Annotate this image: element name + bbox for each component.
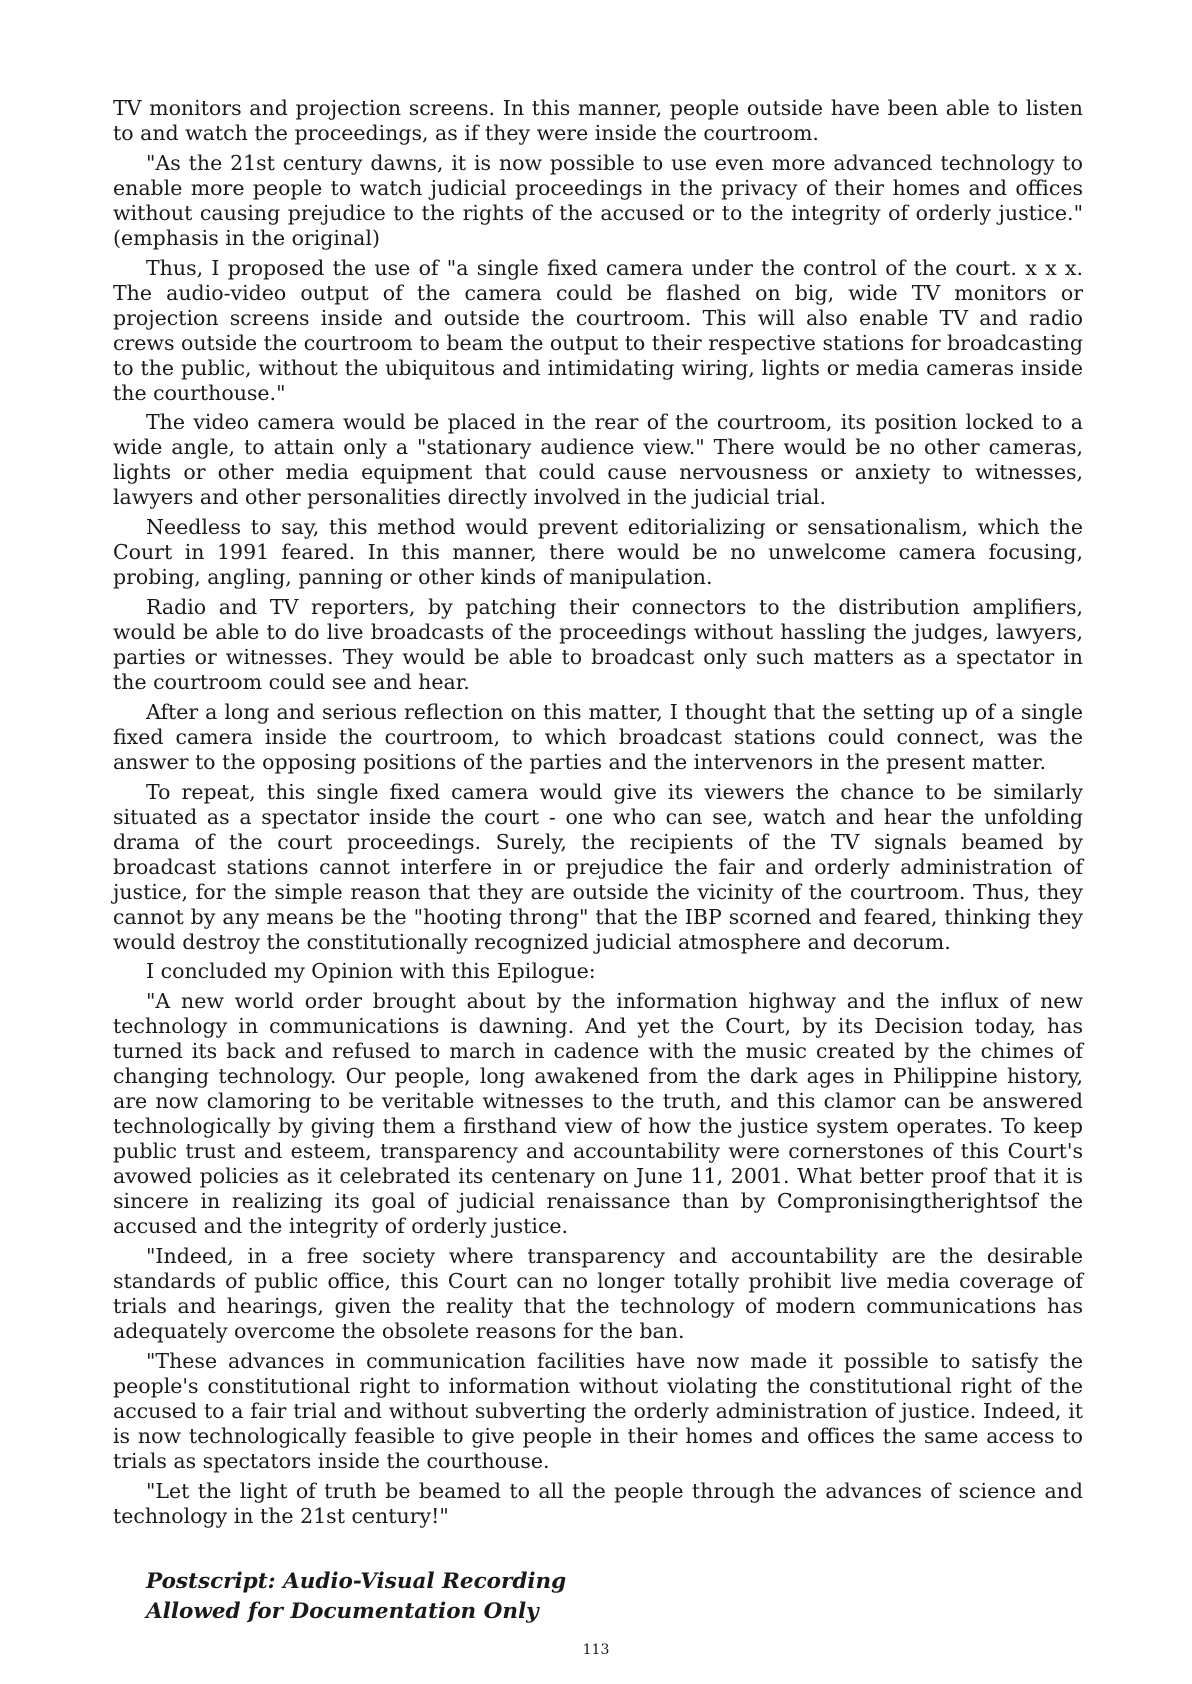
postscript-heading [113,1567,1083,1627]
postscript-heading-line-1: Postscript: Audio-Visual Recording [146,1568,567,1594]
postscript-heading-line-2: Allowed for Documentation Only [146,1598,539,1624]
paragraph: Radio and TV reporters, by patching their connectors to the distribution amplifiers, would be able to do live broadcasts of the proceedings without hassling the judges, lawyers, parties or witnesses. They would be able to broadcast only such matters as a spectator in the courtroom could see and hear. [113,594,1083,694]
paragraph: After a long and serious reflection on this matter, I thought that the setting up of a single fixed camera inside the courtroom, to which broadcast stations could connect, was the answer to the opposing positions of the parties and the intervenors in the present matter. [113,699,1083,774]
paragraph: "As the 21st century dawns, it is now possible to use even more advanced technology to enable more people to watch judicial proceedings in the privacy of their homes and offices without causing prejudice to the rights of the accused or to the integrity of orderly justice." (emphasis in the original) [113,150,1083,250]
paragraph: "These advances in communication facilities have now made it possible to satisfy the people's constitutional right to information without violating the constitutional right of the accused to a fair trial and without subverting the orderly administration of justice. Indeed, it is now technologically feasible to give people in their homes and offices the same access to trials as spectators inside the courthouse. [113,1348,1083,1473]
document-page [113,96,1083,1627]
paragraph: I concluded my Opinion with this Epilogue: [146,959,596,984]
paragraph: "Indeed, in a free society where transparency and accountability are the desirable standards of public office, this Court can no longer totally prohibit live media coverage of trials and hearings, given the reality that the technology of modern communications has adequately overcome the obsolete reasons for the ban. [113,1243,1083,1343]
paragraph: "A new world order brought about by the information highway and the influx of new technology in communications is dawning. And yet the Court, by its Decision today, has turned its back and refused to march in cadence with the music created by the chimes of changing technology. Our people, long awakened from the dark ages in Philippine history, are now clamoring to be veritable witnesses to the truth, and this clamor can be answered technologically by giving them a firsthand view of how the justice system operates. To keep public trust and esteem, transparency and accountability were cornerstones of this Court's avowed policies as it celebrated its centenary on June 11, 2001. What better proof that it is sincere in realizing its goal of judicial renaissance than by Compronisingtherightsof the accused and the integrity of orderly justice. [113,989,1083,1239]
paragraph: To repeat, this single fixed camera would give its viewers the chance to be similarly situated as a spectator inside the court - one who can see, watch and hear the unfolding drama of the court proceedings. Surely, the recipients of the TV signals beamed by broadcast stations cannot interfere in or prejudice the fair and orderly administration of justice, for the simple reason that they are outside the vicinity of the courtroom. Thus, they cannot by any means be the "hooting throng" that the IBP scorned and feared, thinking they would destroy the constitutionally recognized judicial atmosphere and decorum. [113,779,1083,954]
paragraph: Thus, I proposed the use of "a single fixed camera under the control of the court. x x x. The audio-video output of the camera could be flashed on big, wide TV monitors or projection screens inside and outside the courtroom. This will also enable TV and radio crews outside the courtroom to beam the output to their respective stations for broadcasting to the public, without the ubiquitous and intimidating wiring, lights or media cameras inside the courthouse." [113,255,1084,405]
paragraph: The video camera would be placed in the rear of the courtroom, its position locked to a wide angle, to attain only a "stationary audience view." There would be no other cameras, lights or other media equipment that could cause nervousness or anxiety to witnesses, lawyers and other personalities directly involved in the judicial trial. [113,410,1083,510]
page-number: 113 [582,1642,610,1658]
paragraph: TV monitors and projection screens. In this manner, people outside have been able to listen to and watch the proceedings, as if they were inside the courtroom. [113,96,1083,145]
paragraph: "Let the light of truth be beamed to all the people through the advances of science and technology in the 21st century!" [113,1478,1083,1528]
paragraph: Needless to say, this method would prevent editorializing or sensationalism, which the Court in 1991 feared. In this manner, there would be no unwelcome camera focusing, probing, angling, panning or other kinds of manipulation. [113,515,1083,590]
